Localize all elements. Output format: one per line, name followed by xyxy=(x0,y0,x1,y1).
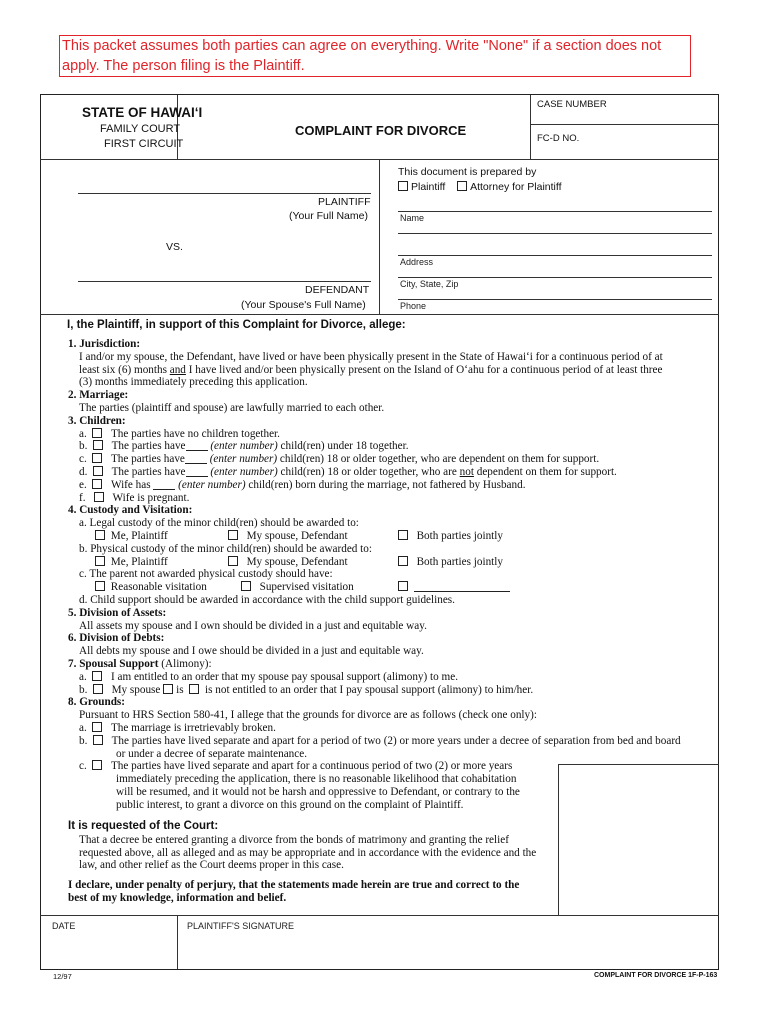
grounds-option-c: c. The parties have lived separate and apart for a continuous period of two (2) or more years xyxy=(79,760,513,773)
section-custody-heading: 4. Custody and Visitation: xyxy=(68,504,193,517)
children-a-checkbox[interactable] xyxy=(92,428,102,438)
children-d-checkbox[interactable] xyxy=(93,466,103,476)
jurisdiction-line-1: I and/or my spouse, the Defendant, have lived or have been physically present in the State of Hawai‘i for a continuous period of at xyxy=(79,350,663,363)
section-children-heading: 3. Children: xyxy=(68,414,126,427)
children-c-checkbox[interactable] xyxy=(92,453,102,463)
visitation-supervised-checkbox[interactable] xyxy=(241,581,251,591)
preparer-phone-label: Phone xyxy=(400,301,427,311)
preparer-city-label: City, State, Zip xyxy=(400,279,459,289)
defendant-name-line[interactable] xyxy=(78,281,371,282)
signature-label: PLAINTIFF'S SIGNATURE xyxy=(187,921,295,931)
signature-row-divider xyxy=(177,915,178,969)
preparer-address-label: Address xyxy=(400,257,434,267)
defendant-sublabel: (Your Spouse's Full Name) xyxy=(241,299,366,311)
grounds-c-checkbox[interactable] xyxy=(92,760,102,770)
custody-legal-line: a. Legal custody of the minor child(ren) should be awarded to: xyxy=(79,517,359,530)
request-line-1: That a decree be entered granting a divorce from the bonds of matrimony and granting the relief xyxy=(79,833,509,846)
case-number-label: CASE NUMBER xyxy=(537,99,607,110)
spousal-option-b: b. My spouse is is not entitled to an order that I pay spousal support (alimony) to him/her. xyxy=(79,683,534,696)
section-assets-heading: 5. Division of Assets: xyxy=(68,606,167,619)
request-block xyxy=(68,820,553,872)
request-line-2: requested above, all as alleged and as may be appropriate and in accordance with the evidence and the xyxy=(79,846,537,859)
request-heading: It is requested of the Court: xyxy=(68,820,219,832)
prepared-by-plaintiff-label: Plaintiff xyxy=(411,181,446,193)
preparer-name-label: Name xyxy=(400,213,425,223)
assets-line: All assets my spouse and I own should be divided in a just and equitable way. xyxy=(79,619,427,632)
prepared-by-attorney-label: Attorney for Plaintiff xyxy=(470,181,562,193)
declaration xyxy=(68,879,558,905)
request-line-3: law, and other relief as the Court deems proper in this case. xyxy=(79,859,344,872)
custody-legal-options: Me, Plaintiff My spouse, Defendant Both parties jointly xyxy=(68,530,708,543)
document-title: COMPLAINT FOR DIVORCE xyxy=(295,123,467,138)
section-jurisdiction-heading: 1. Jurisdiction: xyxy=(68,338,141,350)
physical-spouse-checkbox[interactable] xyxy=(228,556,238,566)
prepared-by-attorney-checkbox[interactable] xyxy=(457,181,467,191)
marriage-line: The parties (plaintiff and spouse) are lawfully married to each other. xyxy=(79,401,385,414)
grounds-intro: Pursuant to HRS Section 580-41, I allege that the grounds for divorce are as follows (check one only): xyxy=(79,709,537,722)
children-option-a: a. The parties have no children together. xyxy=(79,427,280,440)
grounds-option-c-cont-2: will be resumed, and it would not be harsh and oppressive to Defendant, or contrary to the xyxy=(116,785,520,798)
circuit-name: FIRST CIRCUIT xyxy=(104,138,184,150)
visitation-other-checkbox[interactable] xyxy=(398,581,408,591)
custody-physical-line: b. Physical custody of the minor child(ren) should be awarded to: xyxy=(79,542,372,555)
allegation-intro: I, the Plaintiff, in support of this Complaint for Divorce, allege: xyxy=(67,319,406,331)
children-b-checkbox[interactable] xyxy=(93,440,103,450)
children-option-c: c. The parties have (enter number) child(ren) 18 or older together, who are dependent on them for support. xyxy=(79,453,600,466)
legal-both-checkbox[interactable] xyxy=(398,530,408,540)
grounds-option-c-cont-1: immediately preceding the application, there is no reasonable likelihood that cohabitation xyxy=(116,773,517,786)
children-option-f: f. Wife is pregnant. xyxy=(79,491,190,504)
spousal-a-checkbox[interactable] xyxy=(92,671,102,681)
section-marriage-heading: 2. Marriage: xyxy=(68,389,129,402)
form-revision-date: 12/97 xyxy=(53,972,72,981)
versus-label: VS. xyxy=(166,241,183,253)
preparer-phone-line[interactable] xyxy=(398,299,712,300)
instruction-notice: This packet assumes both parties can agree on everything. Write "None" if a section does not apply. The person filing is the Plaintiff. xyxy=(59,35,691,77)
parties-bottom-line xyxy=(40,314,719,315)
plaintiff-sublabel: (Your Full Name) xyxy=(289,210,368,222)
date-field[interactable] xyxy=(45,934,173,964)
form-identifier: COMPLAINT FOR DIVORCE 1F-P-163 xyxy=(594,972,718,979)
physical-me-checkbox[interactable] xyxy=(95,556,105,566)
preparer-city-line[interactable] xyxy=(398,277,712,278)
grounds-option-b-cont: or under a decree of separate maintenance. xyxy=(116,747,308,760)
allegations-body xyxy=(68,338,708,811)
court-name: FAMILY COURT xyxy=(100,123,181,135)
children-option-b: b. The parties have (enter number) child(ren) under 18 together. xyxy=(79,440,409,453)
prepared-by-options xyxy=(398,181,562,193)
children-c-blank[interactable] xyxy=(185,463,207,464)
legal-spouse-checkbox[interactable] xyxy=(228,530,238,540)
grounds-option-c-cont-3: public interest, to grant a divorce on this ground on the complaint of Plaintiff. xyxy=(116,798,464,811)
court-use-box-left xyxy=(558,764,559,915)
case-number-prefix: FC-D NO. xyxy=(537,133,580,144)
court-use-box-top xyxy=(558,764,719,765)
spousal-is-not-checkbox[interactable] xyxy=(189,684,199,694)
parties-divider xyxy=(379,159,380,314)
custody-support-line: d. Child support should be awarded in accordance with the child support guidelines. xyxy=(79,593,455,606)
spousal-is-checkbox[interactable] xyxy=(163,684,173,694)
grounds-b-checkbox[interactable] xyxy=(93,735,103,745)
header-divider xyxy=(530,124,719,125)
spousal-option-a: a. I am entitled to an order that my spouse pay spousal support (alimony) to me. xyxy=(79,670,459,683)
prepared-by-label: This document is prepared by xyxy=(398,166,537,178)
grounds-option-a: a. The marriage is irretrievably broken. xyxy=(79,721,276,734)
section-debts-heading: 6. Division of Debts: xyxy=(68,632,165,645)
visitation-reasonable-checkbox[interactable] xyxy=(95,581,105,591)
preparer-name-line[interactable] xyxy=(398,211,712,212)
defendant-label: DEFENDANT xyxy=(305,284,370,296)
case-number-field[interactable] xyxy=(595,130,710,146)
preparer-address-line-2[interactable] xyxy=(398,255,712,256)
state-title: STATE OF HAWAI‘I xyxy=(82,105,203,120)
signature-row-top xyxy=(40,915,719,916)
custody-visitation-options: Reasonable visitation Supervised visitation xyxy=(68,581,708,594)
children-e-checkbox[interactable] xyxy=(92,479,102,489)
declaration-line-2: best of my knowledge, information and belief. xyxy=(68,891,287,904)
grounds-option-b: b. The parties have lived separate and apart for a period of two (2) or more years under a decree of separation from bed and board xyxy=(79,734,681,747)
date-label: DATE xyxy=(52,921,76,931)
plaintiff-name-line[interactable] xyxy=(78,193,371,194)
jurisdiction-line-3: (3) months immediately preceding this application. xyxy=(79,376,308,389)
children-b-blank[interactable] xyxy=(186,450,208,451)
prepared-by-plaintiff-checkbox[interactable] xyxy=(398,181,408,191)
header-divider xyxy=(530,95,531,159)
debts-line: All debts my spouse and I owe should be divided in a just and equitable way. xyxy=(79,645,424,658)
children-option-d: d. The parties have (enter number) child(ren) 18 or older together, who are not dependent on them for support. xyxy=(79,465,617,478)
signature-field[interactable] xyxy=(182,934,712,964)
jurisdiction-line-2: least six (6) months and I have lived and/or been physically present on the Island of O‘ahu for a continuous period of at least three xyxy=(79,363,663,376)
children-e-blank[interactable] xyxy=(153,489,175,490)
section-grounds-heading: 8. Grounds: xyxy=(68,696,125,709)
declaration-line-1: I declare, under penalty of perjury, that the statements made herein are true and correct to the xyxy=(68,879,520,891)
children-f-checkbox[interactable] xyxy=(94,492,104,502)
visitation-other-blank[interactable] xyxy=(414,591,510,592)
spousal-b-checkbox[interactable] xyxy=(93,684,103,694)
custody-visitation-line: c. The parent not awarded physical custody should have: xyxy=(79,568,333,581)
plaintiff-label: PLAINTIFF xyxy=(318,196,371,208)
legal-me-checkbox[interactable] xyxy=(95,530,105,540)
physical-both-checkbox[interactable] xyxy=(398,556,408,566)
children-d-blank[interactable] xyxy=(186,476,208,477)
custody-physical-options: Me, Plaintiff My spouse, Defendant Both parties jointly xyxy=(68,556,708,569)
section-spousal-support-heading: 7. Spousal Support (Alimony): xyxy=(68,657,212,670)
grounds-a-checkbox[interactable] xyxy=(92,722,102,732)
preparer-address-line-1[interactable] xyxy=(398,233,712,234)
children-option-e: e. Wife has (enter number) child(ren) born during the marriage, not fathered by Husband. xyxy=(79,478,526,491)
